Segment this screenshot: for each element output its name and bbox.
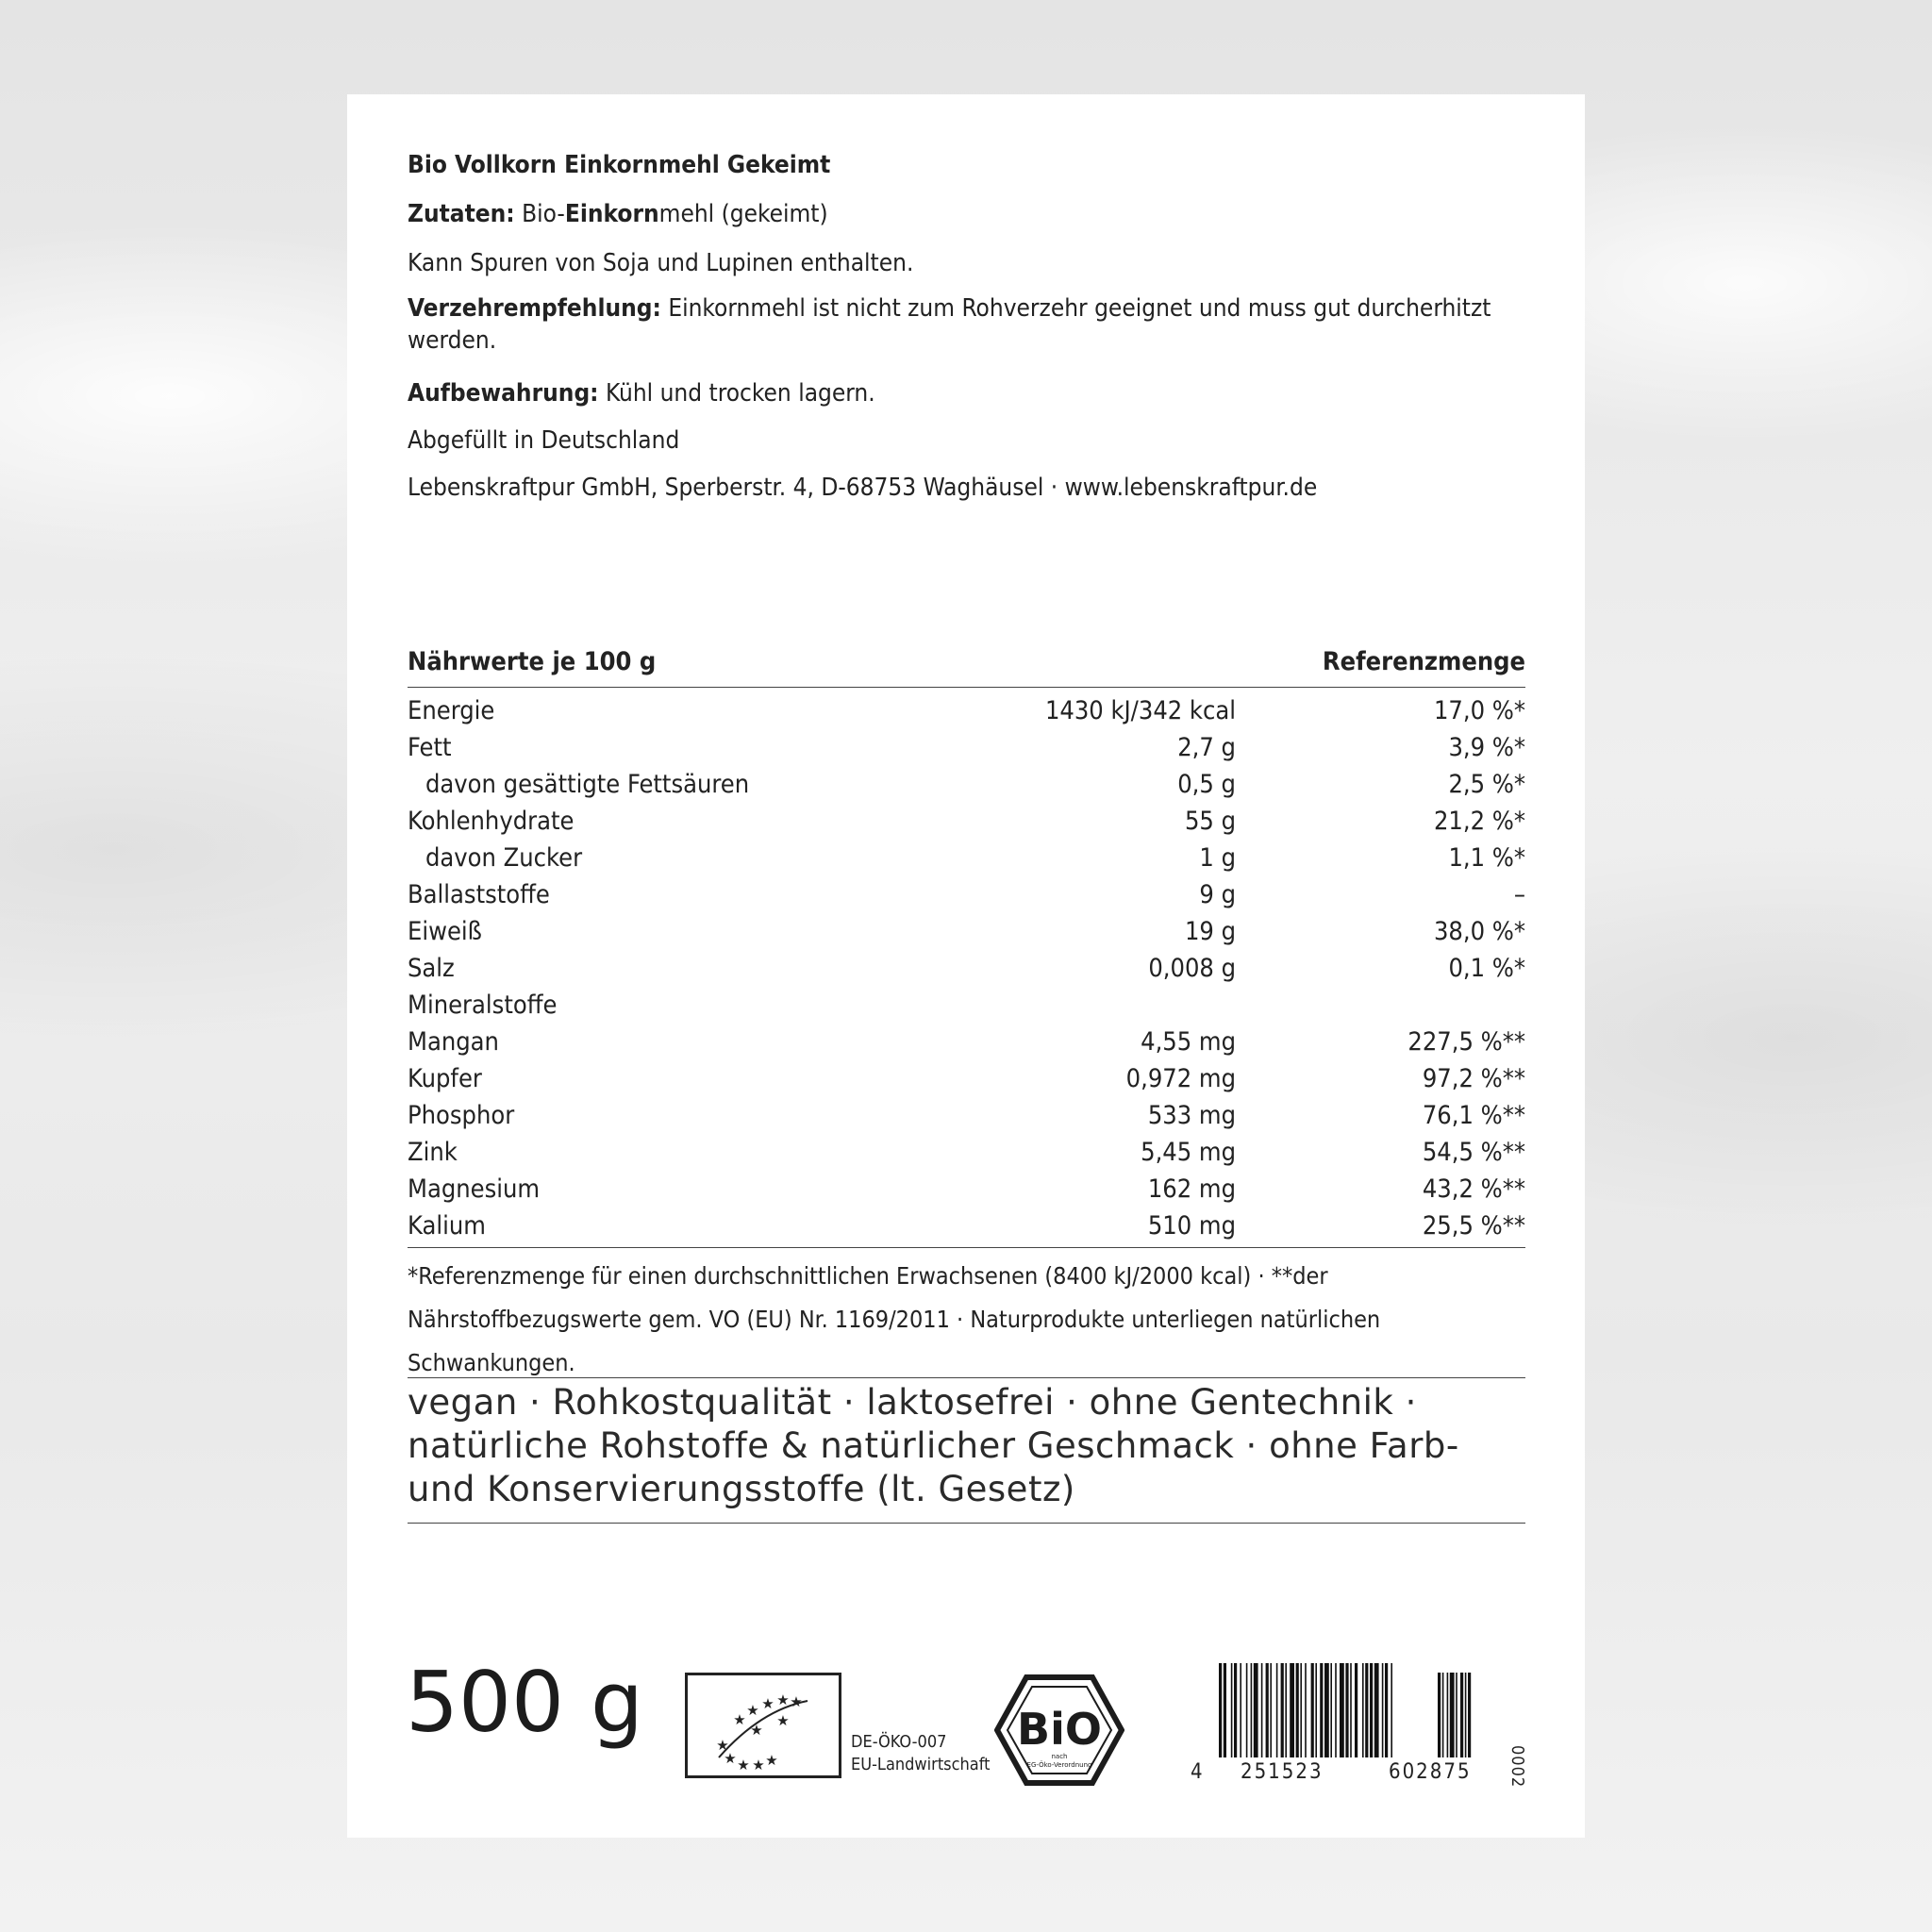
table-row <box>408 1097 1525 1134</box>
nutrition-divider-top <box>408 687 1525 688</box>
nutrition-header <box>408 647 1525 685</box>
table-row <box>408 876 1525 913</box>
svg-text:★: ★ <box>776 1712 790 1729</box>
barcode-addon-digits: 0002 <box>1507 1745 1527 1789</box>
nutrient-value: 162 mg <box>1147 1174 1236 1204</box>
claims-divider-top <box>408 1377 1525 1378</box>
table-row <box>408 729 1525 766</box>
table-row <box>408 840 1525 876</box>
table-row <box>408 1060 1525 1097</box>
nutrient-value: 0,5 g <box>1177 770 1236 799</box>
table-row <box>408 1134 1525 1171</box>
nutrient-value: 2,7 g <box>1177 733 1236 762</box>
nutrient-reference: 97,2 %** <box>1422 1064 1525 1093</box>
svg-text:★: ★ <box>716 1737 729 1754</box>
nutrient-name: Phosphor <box>408 1101 515 1130</box>
barcode-icon <box>1215 1663 1507 1765</box>
nutrient-value: 0,008 g <box>1148 954 1236 983</box>
svg-text:★: ★ <box>790 1693 803 1710</box>
nutrient-value: 510 mg <box>1147 1211 1236 1241</box>
svg-text:★: ★ <box>752 1757 765 1774</box>
table-row <box>408 950 1525 987</box>
nutrient-value: 5,45 mg <box>1141 1138 1236 1167</box>
ingredients-allergen: Einkorn <box>564 200 659 228</box>
nutrient-value: 4,55 mg <box>1141 1027 1236 1057</box>
nutrient-name: Salz <box>408 954 455 983</box>
nutrient-name: Energie <box>408 696 495 725</box>
table-row <box>408 987 1525 1024</box>
nutrient-name: Fett <box>408 733 452 762</box>
nutrient-value: 1430 kJ/342 kcal <box>1044 696 1236 725</box>
nutrient-name: davon Zucker <box>425 843 583 873</box>
claims-divider-bottom <box>408 1523 1525 1524</box>
ingredients-line <box>408 198 1525 230</box>
nutrient-name: Zink <box>408 1138 458 1167</box>
svg-text:★: ★ <box>737 1757 750 1774</box>
table-row <box>408 1171 1525 1208</box>
consumption-label: Verzehrempfehlung: <box>408 294 661 323</box>
nutrition-divider-bottom <box>408 1247 1525 1248</box>
nutrient-value: 9 g <box>1199 880 1236 909</box>
table-row <box>408 913 1525 950</box>
nutrient-name: Mineralstoffe <box>408 991 558 1020</box>
barcode-digits-right: 602875 <box>1389 1760 1472 1784</box>
nutrient-reference: 227,5 %** <box>1407 1027 1525 1057</box>
nutrient-value: 0,972 mg <box>1125 1064 1236 1093</box>
table-row <box>408 1024 1525 1060</box>
ingredients-label: Zutaten: <box>408 200 515 228</box>
company-address: Lebenskraftpur GmbH, Sperberstr. 4, D-68753 Waghäusel · www.lebenskraftpur.de <box>408 474 1318 502</box>
nutrient-reference: 3,9 %* <box>1448 733 1525 762</box>
table-row <box>408 692 1525 729</box>
eu-control-code: DE-ÖKO-007 <box>851 1732 947 1752</box>
nutrient-reference: 25,5 %** <box>1422 1211 1525 1241</box>
svg-text:★: ★ <box>733 1711 746 1728</box>
svg-text:★: ★ <box>776 1691 790 1708</box>
storage-line <box>408 377 1525 409</box>
nutrient-name: Ballaststoffe <box>408 880 550 909</box>
barcode-digit-first: 4 <box>1191 1760 1203 1784</box>
product-claims: vegan · Rohkostqualität · laktosefrei · ohne Gentechnik · natürliche Rohstoffe & natürlicher Geschmack · ohne Farb- und Konservierungsstoffe (lt. Gesetz) <box>408 1382 1459 1509</box>
eu-agriculture-origin: EU-Landwirtschaft <box>851 1755 991 1774</box>
nutrient-name: Kupfer <box>408 1064 482 1093</box>
nutrient-reference: 54,5 %** <box>1422 1138 1525 1167</box>
nutrient-name: davon gesättigte Fettsäuren <box>425 770 750 799</box>
nutrient-reference: 1,1 %* <box>1448 843 1525 873</box>
nutrition-footnote: *Referenzmenge für einen durchschnittlichen Erwachsenen (8400 kJ/2000 kcal) · **der Nährstoffbezugswerte gem. VO (EU) Nr. 1169/2011 · Naturprodukte unterliegen natürlichen Schwankungen. <box>408 1262 1381 1376</box>
table-row <box>408 766 1525 803</box>
ingredients-suffix: mehl (gekeimt) <box>658 200 828 228</box>
bio-logo-text: BiO <box>1017 1704 1102 1755</box>
svg-text:★: ★ <box>761 1695 774 1712</box>
nutrition-header-right: Referenzmenge <box>1322 647 1525 676</box>
nutrient-value: 19 g <box>1184 917 1236 946</box>
nutrient-name: Kalium <box>408 1211 486 1241</box>
nutrient-reference: 38,0 %* <box>1433 917 1525 946</box>
table-row <box>408 1208 1525 1244</box>
nutrient-reference: 17,0 %* <box>1433 696 1525 725</box>
svg-text:★: ★ <box>750 1722 763 1739</box>
nutrient-name: Mangan <box>408 1027 499 1057</box>
eu-organic-logo-icon <box>685 1673 841 1778</box>
nutrient-name: Eiweiß <box>408 917 482 946</box>
nutrition-table <box>408 692 1525 1244</box>
net-weight: 500 g <box>406 1654 643 1751</box>
nutrient-reference: 2,5 %* <box>1448 770 1525 799</box>
nutrient-value: 1 g <box>1199 843 1236 873</box>
nutrient-reference: 21,2 %* <box>1433 807 1525 836</box>
consumption-text: Einkornmehl ist nicht zum Rohverzehr geeignet und muss gut durcherhitzt werden. <box>408 294 1491 355</box>
nutrient-value: 55 g <box>1184 807 1236 836</box>
consumption-recommendation <box>408 292 1516 357</box>
svg-text:★: ★ <box>746 1702 759 1719</box>
table-row <box>408 803 1525 840</box>
svg-text:★: ★ <box>724 1750 737 1767</box>
nutrition-header-left: Nährwerte je 100 g <box>408 647 657 676</box>
nutrient-reference: 76,1 %** <box>1422 1101 1525 1130</box>
storage-label: Aufbewahrung: <box>408 379 599 408</box>
nutrient-name: Kohlenhydrate <box>408 807 575 836</box>
ingredients-prefix: Bio- <box>522 200 565 228</box>
svg-text:★: ★ <box>765 1752 778 1769</box>
barcode-digits-left: 251523 <box>1241 1760 1324 1784</box>
traces-note: Kann Spuren von Soja und Lupinen enthalten. <box>408 249 914 277</box>
nutrient-reference: 0,1 %* <box>1448 954 1525 983</box>
bio-logo-sub-2: EG-Öko-Verordnung <box>1026 1761 1092 1769</box>
eu-organic-code <box>851 1731 990 1776</box>
nutrient-reference: – <box>1513 880 1525 909</box>
origin-note: Abgefüllt in Deutschland <box>408 426 680 455</box>
bio-hexagon-logo-icon <box>994 1674 1124 1786</box>
nutrient-reference: 43,2 %** <box>1422 1174 1525 1204</box>
product-title: Bio Vollkorn Einkornmehl Gekeimt <box>408 151 831 179</box>
nutrient-value: 533 mg <box>1147 1101 1236 1130</box>
nutrient-name: Magnesium <box>408 1174 541 1204</box>
storage-text: Kühl und trocken lagern. <box>605 379 875 408</box>
bio-logo-sub-1: nach <box>1051 1753 1068 1760</box>
